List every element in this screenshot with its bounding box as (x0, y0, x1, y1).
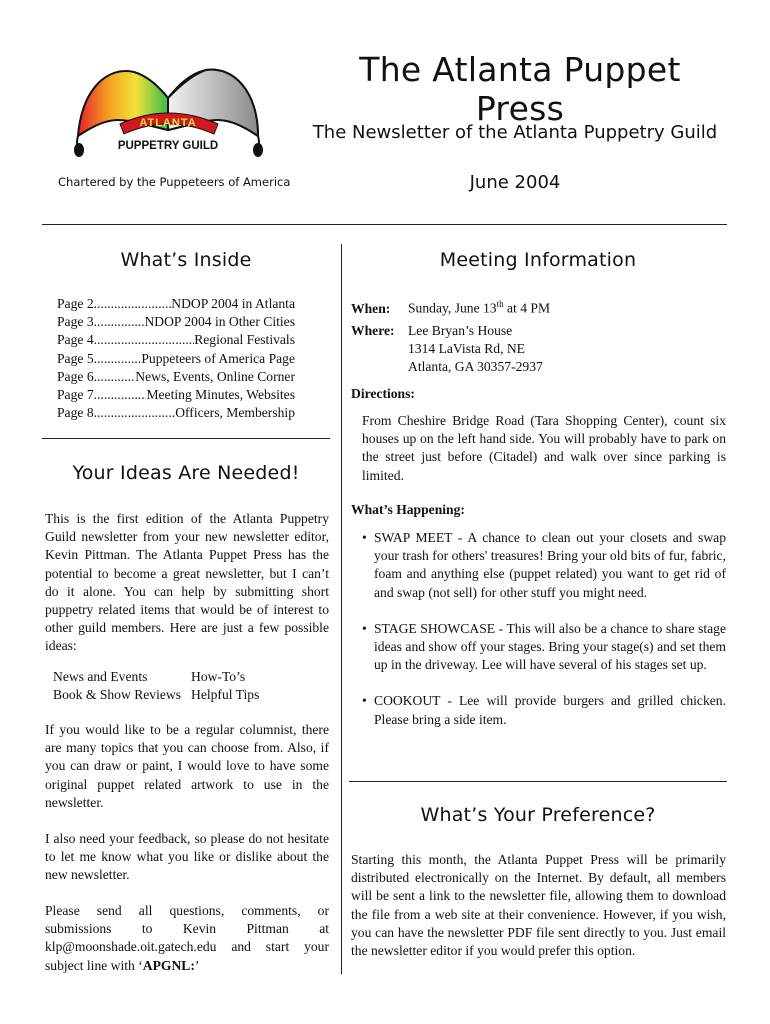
toc-row (57, 368, 295, 386)
preference-heading: What’s Your Preference? (420, 804, 656, 826)
preference-text: Starting this month, the Atlanta Puppet Press will be primarily distributed electronically on the Internet. By default, all members will be sent a link to the newsletter file, allowing them to download the file from a web site at their convenience. However, if you wish, you can have the newsletter PDF file sent directly to you. Just email the newsletter editor if you would prefer this option. (351, 852, 726, 959)
toc-page: Page 3 (57, 314, 94, 330)
guild-logo (68, 58, 268, 168)
idea-item: Helpful Tips (191, 687, 260, 703)
toc-page: Page 6 (57, 368, 94, 384)
happening-item: • SWAP MEET - A chance to clean out your closets and swap your trash for others' treasures! Bring your old bits of fur, fabric, foam and anything else (puppet related) you want to get rid of and swap (not sell) for other stuff you might need. (362, 530, 726, 600)
toc-topic: Regional Festivals (194, 332, 295, 348)
idea-item: News and Events (53, 669, 148, 684)
submission-paragraph (45, 902, 329, 975)
toc-page: Page 7 (57, 387, 94, 403)
where-line: Lee Bryan’s House (408, 323, 513, 338)
right-section-rule (349, 781, 727, 782)
masthead-rule (42, 224, 727, 225)
toc-topic: News, Events, Online Corner (135, 368, 295, 384)
meeting-when (351, 295, 550, 318)
newsletter-subtitle: The Newsletter of the Atlanta Puppetry Guild (312, 122, 718, 143)
when-suffix: th (496, 299, 504, 309)
toc-row (57, 350, 295, 368)
meeting-where (351, 322, 543, 377)
left-section-rule (42, 438, 330, 439)
toc-row (57, 404, 295, 422)
column-divider (341, 244, 342, 974)
newsletter-title: The Atlanta Puppet Press (359, 50, 681, 128)
happening-text: STAGE SHOWCASE - This will also be a chance to share stage ideas and show off your stages. Bring your stage(s) and set them up in the driveway. Lee will have several of his stages set up. (374, 620, 726, 673)
toc-page: Page 2 (57, 296, 94, 311)
idea-item: How-To’s (191, 669, 246, 684)
toc-row (57, 331, 295, 349)
when-label: When: (351, 300, 391, 316)
toc-topic: NDOP 2004 in Atlanta (171, 296, 295, 311)
logo-name-text: ATLANTA (139, 117, 197, 129)
feedback-paragraph: I also need your feedback, so please do not hesitate to let me know what you like or dislike about the new newsletter. (45, 831, 329, 883)
where-label: Where: (351, 323, 395, 338)
when-time: at 4 PM (503, 300, 551, 316)
subject-code: APGNL: (142, 957, 195, 973)
ideas-list (53, 668, 329, 704)
guild-logo-graphic (68, 58, 268, 168)
logo-subtitle-text: PUPPETRY GUILD (117, 140, 219, 152)
toc-topic: NDOP 2004 in Other Cities (144, 314, 295, 330)
happening-item: • COOKOUT - Lee will provide burgers and grilled chicken. Please bring a side item. (362, 693, 726, 727)
where-line: Atlanta, GA 30357-2937 (408, 359, 543, 375)
happening-list (352, 529, 726, 747)
submission-end: ’ (194, 957, 200, 973)
whats-inside-heading: What’s Inside (120, 249, 252, 271)
toc-page: Page 5 (57, 350, 94, 366)
toc-row (57, 313, 295, 331)
idea-item: Book & Show Reviews (53, 687, 182, 703)
when-value: Sunday, June 13 (408, 300, 497, 316)
directions-label: Directions: (351, 386, 415, 401)
toc-page: Page 8 (57, 405, 94, 421)
table-of-contents (57, 295, 295, 422)
toc-topic: Puppeteers of America Page (141, 350, 295, 366)
toc-topic: Meeting Minutes, Websites (146, 387, 295, 403)
directions-text: From Cheshire Bridge Road (Tara Shopping Center), count six houses up on the left hand side. You will probably have to park on the street just before (Citadel) and walk over since parking is limited. (362, 413, 726, 483)
toc-topic: Officers, Membership (175, 405, 295, 421)
columnist-paragraph: If you would like to be a regular columnist, there are many topics that you can choose from. Also, if you can draw or paint, I would love to have some original puppet related artwork to use in the newsletter. (45, 722, 329, 810)
toc-page: Page 4 (57, 332, 94, 348)
chartered-line: Chartered by the Puppeteers of America (58, 175, 291, 189)
ideas-heading: Your Ideas Are Needed! (72, 462, 300, 484)
submission-text: Please send all questions, comments, or submissions to Kevin Pittman at klp@moonshade.oit.gatech.edu and start your subject line with ‘ (45, 903, 329, 973)
toc-row (57, 386, 295, 404)
happening-text: SWAP MEET - A chance to clean out your closets and swap your trash for others' treasures! Bring your old bits of fur, fabric, foam and anything else (puppet related) you want to get rid of and swap (not sell) for other stuff you might need. (374, 530, 726, 600)
happening-label: What’s Happening: (351, 502, 465, 517)
meeting-heading: Meeting Information (439, 249, 637, 271)
happening-item: • STAGE SHOWCASE - This will also be a chance to share stage ideas and show off your stages. Bring your stage(s) and set them up in the driveway. Lee will have several of his stages set up. (362, 620, 726, 673)
issue-date: June 2004 (469, 172, 561, 193)
happening-text: COOKOUT - Lee will provide burgers and grilled chicken. Please bring a side item. (374, 693, 726, 727)
ideas-intro: This is the first edition of the Atlanta Puppetry Guild newsletter from your new newsletter editor, Kevin Pittman. The Atlanta Puppet Press has the potential to become a great newsletter, but I can’t do it alone. You can help by submitting short puppetry related items that would be of interest to other guild members. Here are just a few possible ideas: (45, 511, 329, 654)
where-line: 1314 LaVista Rd, NE (408, 341, 525, 357)
toc-row (57, 295, 295, 313)
